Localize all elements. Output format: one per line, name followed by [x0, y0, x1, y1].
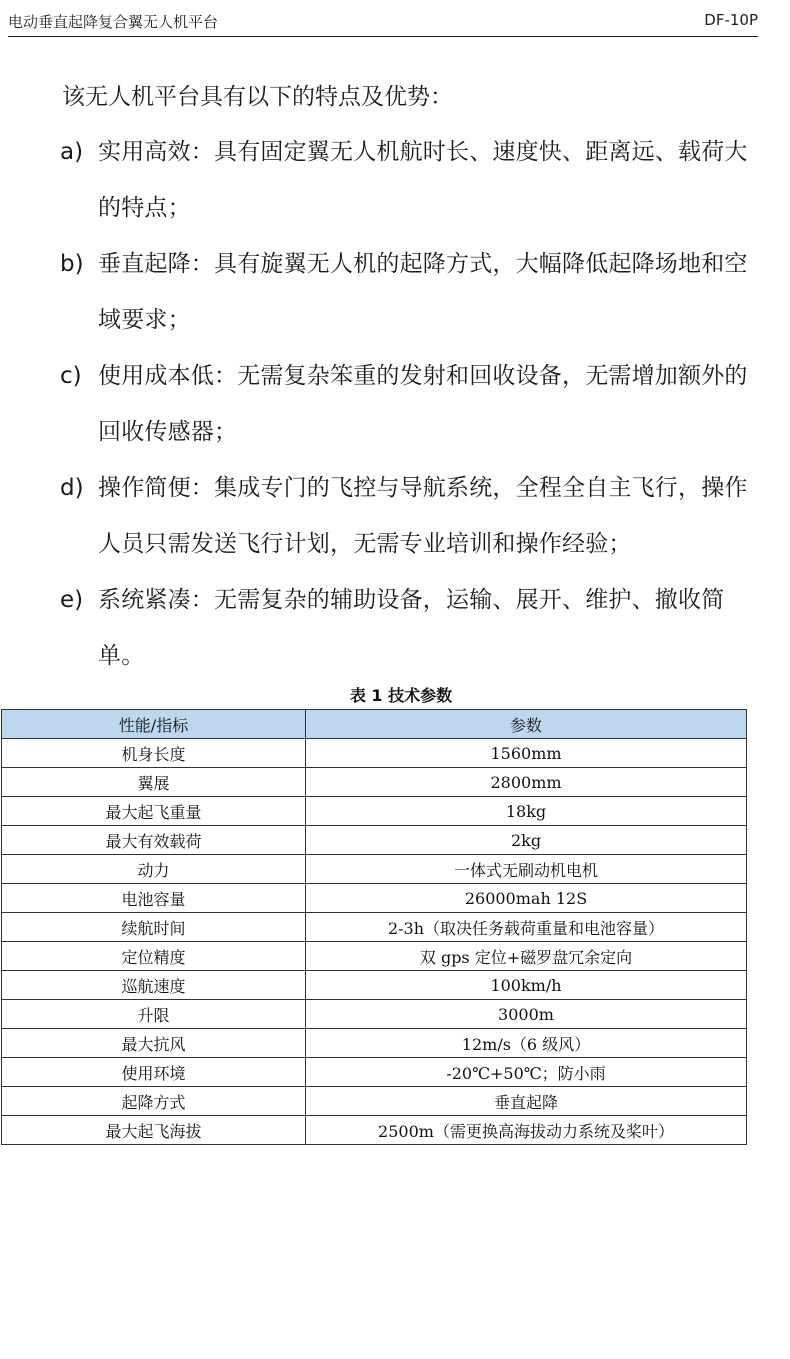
spec-name: 翼展: [2, 768, 306, 797]
spec-value: 2800mm: [306, 768, 747, 797]
feature-marker: d): [60, 475, 84, 501]
spec-value: 垂直起降: [306, 1087, 747, 1116]
page-header: [8, 0, 758, 37]
feature-text: 系统紧凑：无需复杂的辅助设备，运输、展开、维护、撤收简单。: [98, 587, 725, 669]
feature-text: 使用成本低：无需复杂笨重的发射和回收设备，无需增加额外的回收传感器；: [98, 363, 748, 445]
spec-name: 电池容量: [2, 884, 306, 913]
table-row: [2, 797, 747, 826]
table-row: [2, 1000, 747, 1029]
feature-item: [60, 348, 760, 460]
spec-value: 2-3h（取决任务载荷重量和电池容量）: [306, 913, 747, 942]
table-row: [2, 913, 747, 942]
feature-item: [60, 124, 760, 236]
feature-text: 实用高效：具有固定翼无人机航时长、速度快、距离远、载荷大的特点；: [98, 139, 748, 221]
column-header-value: 参数: [306, 710, 747, 739]
table-row: [2, 855, 747, 884]
feature-marker: e): [60, 587, 84, 613]
spec-value: 2kg: [306, 826, 747, 855]
model-code: DF-10P: [704, 11, 758, 29]
intro-paragraph: 该无人机平台具有以下的特点及优势：: [62, 84, 453, 110]
spec-name: 使用环境: [2, 1058, 306, 1087]
spec-value: 3000m: [306, 1000, 747, 1029]
table-row: [2, 739, 747, 768]
feature-item: [60, 572, 760, 684]
table-row: [2, 1087, 747, 1116]
table-row: [2, 1029, 747, 1058]
spec-table: [1, 709, 747, 1145]
spec-value: 2500m（需更换高海拔动力系统及桨叶）: [306, 1116, 747, 1145]
table-header-row: [2, 710, 747, 739]
spec-name: 最大起飞重量: [2, 797, 306, 826]
spec-name: 起降方式: [2, 1087, 306, 1116]
table-row: [2, 826, 747, 855]
spec-name: 最大抗风: [2, 1029, 306, 1058]
feature-item: [60, 460, 760, 572]
feature-text: 垂直起降：具有旋翼无人机的起降方式，大幅降低起降场地和空域要求；: [98, 251, 748, 333]
spec-value: 12m/s（6 级风）: [306, 1029, 747, 1058]
spec-name: 机身长度: [2, 739, 306, 768]
table-row: [2, 768, 747, 797]
spec-value: 18kg: [306, 797, 747, 826]
table-row: [2, 971, 747, 1000]
table-row: [2, 1116, 747, 1145]
table-row: [2, 884, 747, 913]
spec-value: 1560mm: [306, 739, 747, 768]
spec-name: 定位精度: [2, 942, 306, 971]
feature-text: 操作简便：集成专门的飞控与导航系统，全程全自主飞行，操作人员只需发送飞行计划，无需专业培训和操作经验；: [98, 475, 748, 557]
document-title: 电动垂直起降复合翼无人机平台: [8, 13, 219, 31]
table-row: [2, 1058, 747, 1087]
spec-name: 续航时间: [2, 913, 306, 942]
spec-name: 巡航速度: [2, 971, 306, 1000]
column-header-metric: 性能/指标: [2, 710, 306, 739]
spec-name: 最大起飞海拔: [2, 1116, 306, 1145]
feature-marker: c): [60, 363, 82, 389]
spec-name: 动力: [2, 855, 306, 884]
feature-item: [60, 236, 760, 348]
spec-value: 一体式无刷动机电机: [306, 855, 747, 884]
feature-list: [60, 124, 760, 684]
spec-name: 升限: [2, 1000, 306, 1029]
feature-marker: b): [60, 251, 84, 277]
table-row: [2, 942, 747, 971]
spec-value: 100km/h: [306, 971, 747, 1000]
table-caption: 表 1 技术参数: [349, 686, 453, 705]
spec-value: -20℃+50℃；防小雨: [306, 1058, 747, 1087]
spec-value: 26000mah 12S: [306, 884, 747, 913]
spec-name: 最大有效载荷: [2, 826, 306, 855]
feature-marker: a): [60, 139, 84, 165]
spec-value: 双 gps 定位+磁罗盘冗余定向: [306, 942, 747, 971]
